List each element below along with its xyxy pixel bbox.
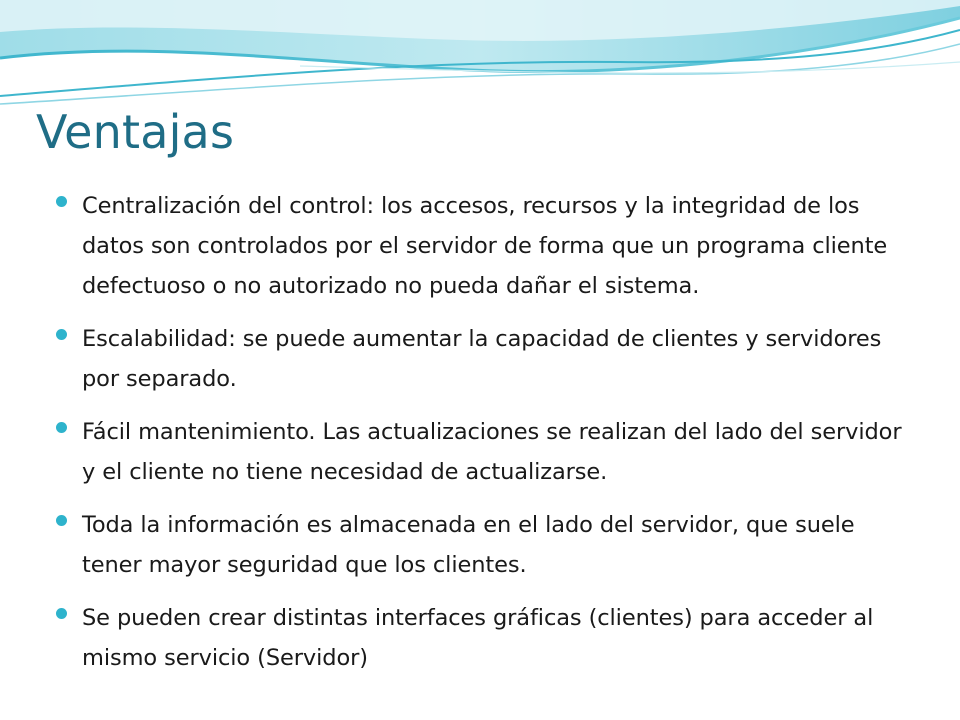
bullet-text: Se pueden crear distintas interfaces gráficas (clientes) para acceder al mismo servicio (Servidor) <box>82 605 874 671</box>
bullet-dot-icon <box>56 608 67 619</box>
list-item <box>52 598 920 678</box>
list-item <box>52 186 920 306</box>
bullet-list <box>52 186 920 691</box>
bullet-text: Centralización del control: los accesos, recursos y la integridad de los datos son controlados por el servidor de forma que un programa cliente defectuoso o no autorizado no pueda dañar el sistema. <box>82 193 888 299</box>
list-item <box>52 412 920 492</box>
header-wave-decoration <box>0 0 960 120</box>
bullet-text: Toda la información es almacenada en el lado del servidor, que suele tener mayor seguridad que los clientes. <box>82 512 855 578</box>
bullet-dot-icon <box>56 329 67 340</box>
slide-title: Ventajas <box>36 105 235 159</box>
bullet-dot-icon <box>56 196 67 207</box>
list-item <box>52 319 920 399</box>
bullet-dot-icon <box>56 422 67 433</box>
bullet-text: Escalabilidad: se puede aumentar la capacidad de clientes y servidores por separado. <box>82 326 882 392</box>
bullet-dot-icon <box>56 515 67 526</box>
list-item <box>52 505 920 585</box>
bullet-text: Fácil mantenimiento. Las actualizaciones se realizan del lado del servidor y el cliente no tiene necesidad de actualizarse. <box>82 419 902 485</box>
